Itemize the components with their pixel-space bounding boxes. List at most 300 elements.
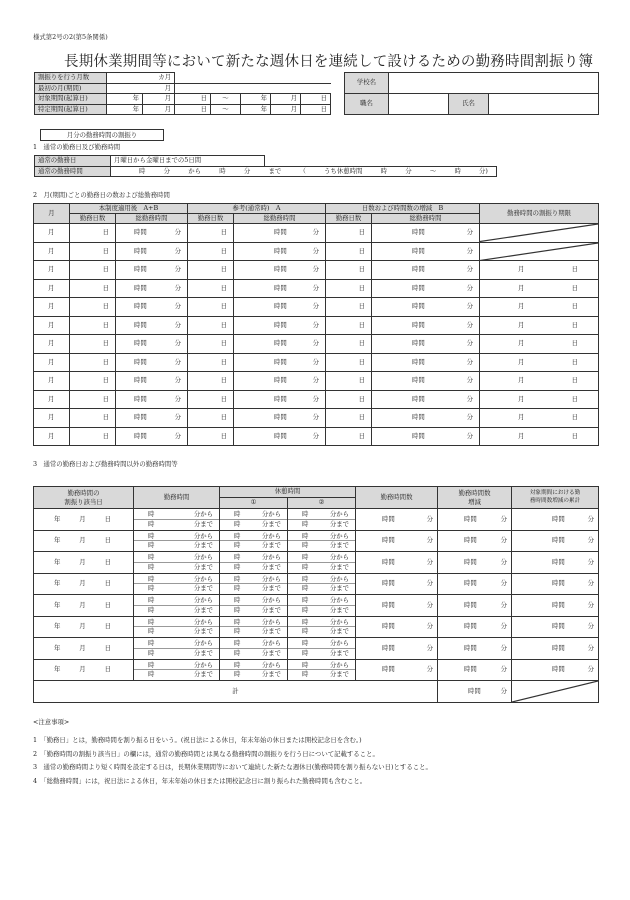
s3-increase-cell[interactable] xyxy=(438,573,512,595)
minute-unit: 分 xyxy=(312,394,320,403)
month-unit: 月 xyxy=(518,283,525,292)
section3-table xyxy=(33,486,599,703)
s2-g3-days-cell[interactable] xyxy=(326,427,372,446)
s2-g1-days-cell[interactable] xyxy=(70,335,116,354)
from-unit: 分から xyxy=(329,510,349,519)
s2-g1-hours-cell[interactable] xyxy=(116,261,188,280)
hour-unit: 時間 xyxy=(412,320,425,329)
specific-start-year[interactable]: 年 xyxy=(107,104,143,115)
hour-unit: 時 xyxy=(302,562,309,571)
s3-date-cell[interactable] xyxy=(34,552,134,574)
s3-worktime-cell[interactable] xyxy=(134,573,220,595)
s3-row xyxy=(34,595,599,617)
s3-increase-cell[interactable] xyxy=(438,552,512,574)
day-unit: 日 xyxy=(220,357,227,366)
target-end-day[interactable]: 日 xyxy=(301,94,331,105)
s3-cumulative-cell[interactable] xyxy=(512,530,599,552)
s3-total-increase[interactable] xyxy=(438,681,512,703)
s2-month-cell[interactable] xyxy=(34,279,70,298)
day-unit: 日 xyxy=(358,283,366,292)
s2-g3-days-cell[interactable] xyxy=(326,335,372,354)
hour-unit: 時 xyxy=(302,574,309,583)
hour-unit: 時 xyxy=(302,519,309,528)
s3-date-cell[interactable] xyxy=(34,530,134,552)
month-unit: 月 xyxy=(79,600,86,609)
s3-worktime-cell[interactable] xyxy=(134,530,220,552)
s2-g2-days-cell[interactable] xyxy=(188,409,234,428)
hour-unit: 時間 xyxy=(552,665,565,674)
s3-worktime-cell[interactable] xyxy=(134,638,220,660)
s2-g2-days-cell[interactable] xyxy=(188,224,234,243)
staff-table xyxy=(344,72,599,115)
year-unit: 年 xyxy=(54,665,61,674)
minute-unit: 分 xyxy=(312,246,320,255)
from-unit: 分から xyxy=(193,531,213,540)
from-unit: 分から xyxy=(329,574,349,583)
nh-break-label: うち休憩時間 xyxy=(324,166,363,175)
s3-break2-cell[interactable] xyxy=(288,638,356,660)
s2-g2-hours-cell[interactable] xyxy=(234,353,326,372)
target-start-year[interactable]: 年 xyxy=(107,94,143,105)
s2-g3-days-cell[interactable] xyxy=(326,261,372,280)
s2-month-cell[interactable] xyxy=(34,335,70,354)
position-field[interactable] xyxy=(389,94,449,115)
hour-unit: 時 xyxy=(148,660,155,669)
s2-deadline-cell[interactable] xyxy=(480,353,599,372)
s2-g2-days-cell[interactable] xyxy=(188,390,234,409)
s2-g3-hours-cell[interactable] xyxy=(372,279,480,298)
minute-unit: 分 xyxy=(426,514,433,523)
hour-unit: 時 xyxy=(234,562,241,571)
name-field[interactable] xyxy=(489,94,599,115)
s2-g3-days-cell[interactable] xyxy=(326,298,372,317)
s2-g3-hours-cell[interactable] xyxy=(372,372,480,391)
until-unit: 分まで xyxy=(261,627,281,636)
s2-deadline-cell[interactable] xyxy=(480,390,599,409)
s2-g2-hours-cell[interactable] xyxy=(234,261,326,280)
s3-hours-count-cell[interactable] xyxy=(356,638,438,660)
s3-row xyxy=(34,573,599,595)
minute-unit: 分 xyxy=(174,431,181,440)
s3-break1-cell[interactable] xyxy=(220,509,288,531)
s3-cumulative-cell[interactable] xyxy=(512,659,599,681)
s2-g2-days-cell[interactable] xyxy=(188,242,234,261)
s2-g3-days-cell[interactable] xyxy=(326,409,372,428)
s3-break2-cell[interactable] xyxy=(288,659,356,681)
hour-unit: 時間 xyxy=(464,557,477,566)
s3-worktime-cell[interactable] xyxy=(134,595,220,617)
s2-g1-hours-cell[interactable] xyxy=(116,242,188,261)
s3-cumulative-cell[interactable] xyxy=(512,595,599,617)
s3-cumulative-cell[interactable] xyxy=(512,616,599,638)
s2-g1-days-cell[interactable] xyxy=(70,372,116,391)
s2-g2-hours-cell[interactable] xyxy=(234,427,326,446)
target-start-day[interactable]: 日 xyxy=(175,94,211,105)
s2-deadline-header: 勤務時間の割振り期限 xyxy=(480,204,599,224)
s2-g1-hours-cell[interactable] xyxy=(116,372,188,391)
s3-cumulative-cell[interactable] xyxy=(512,573,599,595)
hour-unit: 時間 xyxy=(134,320,147,329)
from-unit: 分から xyxy=(261,574,281,583)
s2-g1-hours-cell[interactable] xyxy=(116,316,188,335)
s2-month-cell[interactable] xyxy=(34,316,70,335)
hour-unit: 時間 xyxy=(134,357,147,366)
s2-g1-days-cell[interactable] xyxy=(70,242,116,261)
s2-g3-days-cell[interactable] xyxy=(326,353,372,372)
s2-month-cell[interactable] xyxy=(34,390,70,409)
s2-g3-days-cell[interactable] xyxy=(326,316,372,335)
from-unit: 分から xyxy=(193,660,213,669)
year-unit: 年 xyxy=(54,557,61,566)
specific-start-day[interactable]: 日 xyxy=(175,104,211,115)
hour-unit: 時間 xyxy=(274,413,287,422)
s3-increase-cell[interactable] xyxy=(438,509,512,531)
s2-month-cell[interactable] xyxy=(34,261,70,280)
day-unit: 日 xyxy=(571,431,579,440)
s2-month-cell[interactable] xyxy=(34,372,70,391)
hour-unit: 時 xyxy=(234,519,241,528)
notes-title: <注意事項> xyxy=(33,718,70,726)
from-unit: 分から xyxy=(261,510,281,519)
s3-worktime-cell[interactable] xyxy=(134,509,220,531)
minute-unit: 分 xyxy=(500,579,507,588)
hour-unit: 時間 xyxy=(382,536,395,545)
day-unit: 日 xyxy=(220,376,227,385)
nh-m3: 分 xyxy=(405,166,412,175)
s2-g1-hours-cell[interactable] xyxy=(116,279,188,298)
s2-g2-days-cell[interactable] xyxy=(188,298,234,317)
s3-worktime-cell[interactable] xyxy=(134,616,220,638)
until-unit: 分まで xyxy=(261,519,281,528)
until-unit: 分まで xyxy=(193,627,213,636)
minute-unit: 分 xyxy=(312,357,320,366)
minute-unit: 分 xyxy=(500,514,507,523)
until-unit: 分まで xyxy=(261,541,281,550)
s2-g1-hours-cell[interactable] xyxy=(116,335,188,354)
s3-increase-cell[interactable] xyxy=(438,530,512,552)
s3-cumulative-cell[interactable] xyxy=(512,509,599,531)
s2-g1-hours-cell[interactable] xyxy=(116,224,188,243)
s2-g2-days-cell[interactable] xyxy=(188,261,234,280)
nh-m2: 分 xyxy=(243,166,251,175)
hour-unit: 時間 xyxy=(274,357,287,366)
first-month-field[interactable]: 月 xyxy=(107,83,175,94)
s2-g3-hours-cell[interactable] xyxy=(372,427,480,446)
s2-row xyxy=(34,279,599,298)
s2-deadline-cell[interactable] xyxy=(480,279,599,298)
s3-row xyxy=(34,638,599,660)
until-unit: 分まで xyxy=(329,541,349,550)
hour-unit: 時間 xyxy=(464,579,477,588)
normal-hours-value[interactable] xyxy=(111,166,497,177)
s2-row xyxy=(34,372,599,391)
s2-deadline-cell[interactable] xyxy=(480,316,599,335)
s3-hours-count-cell[interactable] xyxy=(356,509,438,531)
s3-increase-cell[interactable] xyxy=(438,595,512,617)
s3-break2-cell[interactable] xyxy=(288,573,356,595)
minute-unit: 分 xyxy=(466,265,474,274)
hour-unit: 時 xyxy=(148,584,155,593)
hour-unit: 時間 xyxy=(412,228,425,237)
s2-g1-days-cell[interactable] xyxy=(70,279,116,298)
s2-g1-days-cell[interactable] xyxy=(70,409,116,428)
s2-deadline-cell[interactable] xyxy=(480,372,599,391)
hour-unit: 時 xyxy=(302,605,309,614)
s2-month-cell[interactable] xyxy=(34,427,70,446)
day-unit: 日 xyxy=(104,600,111,609)
until-unit: 分まで xyxy=(329,605,349,614)
s2-month-header: 月 xyxy=(34,204,70,224)
s2-g2-hours-cell[interactable] xyxy=(234,390,326,409)
s2-g2-hours-cell[interactable] xyxy=(234,279,326,298)
hour-unit: 時 xyxy=(302,660,309,669)
s2-group2-header: 参考(通常時) A xyxy=(188,204,326,214)
s3-increase-cell[interactable] xyxy=(438,659,512,681)
hour-unit: 時 xyxy=(148,541,155,550)
s3-break2-cell[interactable] xyxy=(288,530,356,552)
s3-break1-cell[interactable] xyxy=(220,552,288,574)
s3-row xyxy=(34,616,599,638)
s3-break1-cell[interactable] xyxy=(220,530,288,552)
s3-hours-count-cell[interactable] xyxy=(356,530,438,552)
s3-hours-count-cell[interactable] xyxy=(356,616,438,638)
minute-unit: 分 xyxy=(466,413,474,422)
minute-unit: 分 xyxy=(466,339,474,348)
s2-g1-days-cell[interactable] xyxy=(70,261,116,280)
target-end-year[interactable]: 年 xyxy=(241,94,271,105)
months-count-field[interactable]: カ月 xyxy=(107,73,175,84)
specific-start-month[interactable]: 月 xyxy=(143,104,175,115)
s2-g3-days-cell[interactable] xyxy=(326,390,372,409)
s2-g2-hours-cell[interactable] xyxy=(234,224,326,243)
hour-unit: 時 xyxy=(234,596,241,605)
s2-g3-hours-cell[interactable] xyxy=(372,335,480,354)
s2-g1-days-cell[interactable] xyxy=(70,427,116,446)
hour-unit: 時 xyxy=(148,670,155,679)
until-unit: 分まで xyxy=(329,562,349,571)
hour-unit: 時間 xyxy=(274,302,287,311)
minute-unit: 分 xyxy=(174,320,181,329)
minute-unit: 分 xyxy=(500,536,507,545)
hour-unit: 時間 xyxy=(464,622,477,631)
s2-g2-days-cell[interactable] xyxy=(188,316,234,335)
s2-g3-hours-cell[interactable] xyxy=(372,224,480,243)
day-unit: 日 xyxy=(104,643,111,652)
s2-g1-hours-cell[interactable] xyxy=(116,298,188,317)
s3-break1-cell[interactable] xyxy=(220,595,288,617)
s2-deadline-cell[interactable] xyxy=(480,261,599,280)
s3-hours-count-cell[interactable] xyxy=(356,595,438,617)
s2-g2-days-cell[interactable] xyxy=(188,353,234,372)
target-start-month[interactable]: 月 xyxy=(143,94,175,105)
s2-g2-days-cell[interactable] xyxy=(188,372,234,391)
s2-month-cell[interactable] xyxy=(34,409,70,428)
s3-break1-cell[interactable] xyxy=(220,616,288,638)
target-end-month[interactable]: 月 xyxy=(271,94,301,105)
from-unit: 分から xyxy=(193,639,213,648)
from-unit: 分から xyxy=(193,574,213,583)
s2-g1-days-cell[interactable] xyxy=(70,353,116,372)
hour-unit: 時 xyxy=(148,596,155,605)
specific-end-month[interactable]: 月 xyxy=(271,104,301,115)
s2-g2-hours-cell[interactable] xyxy=(234,316,326,335)
school-name-field[interactable] xyxy=(389,73,599,94)
from-unit: 分から xyxy=(329,617,349,626)
minute-unit: 分 xyxy=(500,622,507,631)
s2-g2-days-cell[interactable] xyxy=(188,279,234,298)
s2-g3-days-cell[interactable] xyxy=(326,372,372,391)
s2-g3-days-cell[interactable] xyxy=(326,279,372,298)
hour-unit: 時間 xyxy=(412,283,425,292)
hour-unit: 時間 xyxy=(382,557,395,566)
s3-total-label: 計 xyxy=(34,681,438,703)
hour-unit: 時 xyxy=(302,553,309,562)
s3-break-header: 休憩時間 xyxy=(220,487,356,498)
s3-worktime-cell[interactable] xyxy=(134,659,220,681)
day-unit: 日 xyxy=(102,320,109,329)
hour-unit: 時 xyxy=(234,605,241,614)
s3-hours-count-cell[interactable] xyxy=(356,552,438,574)
hour-unit: 時間 xyxy=(382,514,395,523)
day-unit: 日 xyxy=(358,246,366,255)
s2-g2-hours-cell[interactable] xyxy=(234,335,326,354)
s2-deadline-cell[interactable] xyxy=(480,409,599,428)
s2-g3-hours-cell[interactable] xyxy=(372,409,480,428)
s3-break1-cell[interactable] xyxy=(220,638,288,660)
day-unit: 日 xyxy=(571,413,579,422)
hour-unit: 時 xyxy=(234,617,241,626)
minute-unit: 分 xyxy=(312,228,320,237)
day-unit: 日 xyxy=(102,394,109,403)
s3-date-cell[interactable] xyxy=(34,595,134,617)
s2-month-cell[interactable] xyxy=(34,242,70,261)
s2-g1-hours-cell[interactable] xyxy=(116,409,188,428)
month-unit: 月 xyxy=(48,302,55,311)
until-unit: 分まで xyxy=(193,562,213,571)
s3-cumulative-cell[interactable] xyxy=(512,552,599,574)
hour-unit: 時 xyxy=(234,584,241,593)
nh-m4: 分) xyxy=(479,166,488,175)
s3-hours-count-cell[interactable] xyxy=(356,573,438,595)
s3-break1-cell[interactable] xyxy=(220,659,288,681)
s3-date-cell[interactable] xyxy=(34,659,134,681)
minute-unit: 分 xyxy=(466,283,474,292)
s3-break2-cell[interactable] xyxy=(288,509,356,531)
hour-unit: 時 xyxy=(148,531,155,540)
s2-month-cell[interactable] xyxy=(34,224,70,243)
s3-date-cell[interactable] xyxy=(34,509,134,531)
s2-g2-hours-cell[interactable] xyxy=(234,298,326,317)
s2-deadline-cell[interactable] xyxy=(480,298,599,317)
s3-break2-cell[interactable] xyxy=(288,595,356,617)
s2-g3-days-cell[interactable] xyxy=(326,224,372,243)
s2-g1-days-cell[interactable] xyxy=(70,298,116,317)
s3-cumulative-cell[interactable] xyxy=(512,638,599,660)
s2-g2-days-cell[interactable] xyxy=(188,427,234,446)
day-unit: 日 xyxy=(358,320,366,329)
s2-g1-hours-cell[interactable] xyxy=(116,427,188,446)
s3-increase-cell[interactable] xyxy=(438,616,512,638)
s2-month-cell[interactable] xyxy=(34,298,70,317)
day-unit: 日 xyxy=(102,246,109,255)
s2-g3-hours-cell[interactable] xyxy=(372,316,480,335)
s2-g2-hours-cell[interactable] xyxy=(234,242,326,261)
note-item: 4 「総勤務時間」には，祝日法による休日，年末年始の休日または開校記念日に割り振られた勤務時間も含むこと。 xyxy=(33,776,367,785)
s3-break2-cell[interactable] xyxy=(288,552,356,574)
until-unit: 分まで xyxy=(261,648,281,657)
specific-end-year[interactable]: 年 xyxy=(241,104,271,115)
hour-unit: 時間 xyxy=(464,665,477,674)
from-unit: 分から xyxy=(261,553,281,562)
s2-g3-days-cell[interactable] xyxy=(326,242,372,261)
s2-g1-hours-cell[interactable] xyxy=(116,353,188,372)
s2-g1-hours-cell[interactable] xyxy=(116,390,188,409)
s2-g3-hours-cell[interactable] xyxy=(372,353,480,372)
hour-unit: 時 xyxy=(234,541,241,550)
s3-break1-cell[interactable] xyxy=(220,573,288,595)
s2-g1-days-cell[interactable] xyxy=(70,390,116,409)
until-unit: 分まで xyxy=(329,627,349,636)
hour-unit: 時間 xyxy=(552,557,565,566)
s2-g2-hours-cell[interactable] xyxy=(234,409,326,428)
specific-range-sep: ～ xyxy=(211,104,241,115)
from-unit: 分から xyxy=(261,596,281,605)
from-unit: 分から xyxy=(193,617,213,626)
hour-unit: 時間 xyxy=(412,431,425,440)
minute-unit: 分 xyxy=(312,320,320,329)
target-period-label: 対象期間(起算日) xyxy=(35,94,107,105)
hour-unit: 時間 xyxy=(412,246,425,255)
hour-unit: 時間 xyxy=(464,514,477,523)
s2-deadline-cell[interactable] xyxy=(480,427,599,446)
s3-date-cell[interactable] xyxy=(34,638,134,660)
nh-from: から xyxy=(188,166,201,175)
day-unit: 日 xyxy=(104,557,111,566)
s2-g1-days-cell[interactable] xyxy=(70,316,116,335)
s2-g3-hours-cell[interactable] xyxy=(372,390,480,409)
hour-unit: 時 xyxy=(302,541,309,550)
specific-end-day[interactable]: 日 xyxy=(301,104,331,115)
s3-date-cell[interactable] xyxy=(34,616,134,638)
from-unit: 分から xyxy=(261,660,281,669)
hour-unit: 時間 xyxy=(412,376,425,385)
s2-g2-hours-cell[interactable] xyxy=(234,372,326,391)
s2-g3-hours-cell[interactable] xyxy=(372,261,480,280)
day-unit: 日 xyxy=(220,246,227,255)
s3-worktime-cell[interactable] xyxy=(134,552,220,574)
nh-h2: 時 xyxy=(219,166,226,175)
day-unit: 日 xyxy=(571,339,579,348)
minute-unit: 分 xyxy=(466,302,474,311)
s2-deadline-cell[interactable] xyxy=(480,335,599,354)
s2-days-header: 勤務日数 xyxy=(188,214,234,224)
s2-month-cell[interactable] xyxy=(34,353,70,372)
day-unit: 日 xyxy=(571,320,579,329)
s3-break2-cell[interactable] xyxy=(288,616,356,638)
hour-unit: 時 xyxy=(234,670,241,679)
minute-unit: 分 xyxy=(426,665,433,674)
s2-g3-hours-cell[interactable] xyxy=(372,242,480,261)
s3-increase-cell[interactable] xyxy=(438,638,512,660)
s3-hours-count-cell[interactable] xyxy=(356,659,438,681)
s2-g2-days-cell[interactable] xyxy=(188,335,234,354)
s3-date-cell[interactable] xyxy=(34,573,134,595)
s3-row xyxy=(34,509,599,531)
s2-g3-hours-cell[interactable] xyxy=(372,298,480,317)
s3-break2-header: ② xyxy=(288,498,356,509)
s2-row xyxy=(34,335,599,354)
s2-g1-days-cell[interactable] xyxy=(70,224,116,243)
